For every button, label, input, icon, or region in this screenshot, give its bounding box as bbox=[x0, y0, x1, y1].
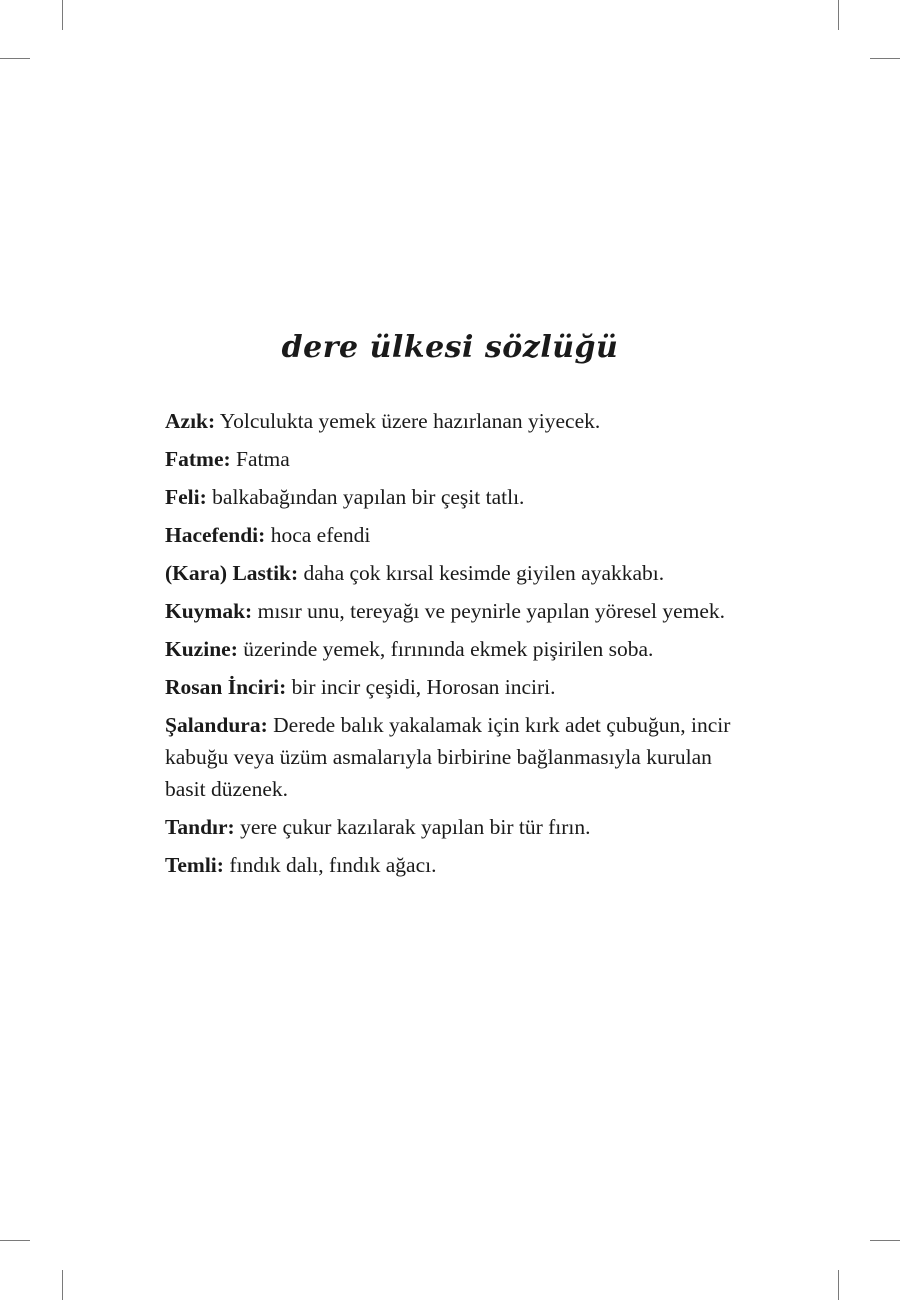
crop-mark-top-left-vertical bbox=[62, 0, 63, 30]
crop-mark-top-left-horizontal bbox=[0, 58, 30, 59]
glossary-definition: fındık dalı, fındık ağacı. bbox=[229, 853, 437, 877]
crop-mark-bottom-left-horizontal bbox=[0, 1240, 30, 1241]
glossary-definition: Yolculukta yemek üzere hazırlanan yiyecek. bbox=[219, 409, 601, 433]
glossary-definition: Derede balık yakalamak için kırk adet çubuğun, incir kabuğu veya üzüm asmalarıyla birbirine bağlanmasıyla kurulan basit düzenek. bbox=[165, 713, 731, 801]
glossary-entry bbox=[165, 595, 745, 627]
glossary-entry bbox=[165, 671, 745, 703]
glossary-definition: üzerinde yemek, fırınında ekmek pişirilen soba. bbox=[243, 637, 654, 661]
glossary-term: Feli: bbox=[165, 485, 207, 509]
crop-mark-top-right-vertical bbox=[838, 0, 839, 30]
glossary-entry bbox=[165, 849, 745, 881]
glossary-term: (Kara) Lastik: bbox=[165, 561, 299, 585]
glossary-entry bbox=[165, 481, 745, 513]
glossary-definition: Fatma bbox=[236, 447, 290, 471]
glossary-definition: daha çok kırsal kesimde giyilen ayakkabı. bbox=[303, 561, 665, 585]
glossary-entry bbox=[165, 557, 745, 589]
glossary-entry bbox=[165, 709, 745, 805]
glossary-term: Hacefendi: bbox=[165, 523, 266, 547]
glossary-entry bbox=[165, 633, 745, 665]
glossary-term: Kuymak: bbox=[165, 599, 253, 623]
glossary-definition: balkabağından yapılan bir çeşit tatlı. bbox=[212, 485, 525, 509]
glossary-entry bbox=[165, 443, 745, 475]
crop-mark-top-right-horizontal bbox=[870, 58, 900, 59]
glossary-entry bbox=[165, 811, 745, 843]
glossary-term: Fatme: bbox=[165, 447, 231, 471]
crop-mark-bottom-right-vertical bbox=[838, 1270, 839, 1300]
crop-mark-bottom-right-horizontal bbox=[870, 1240, 900, 1241]
glossary-definition: hoca efendi bbox=[270, 523, 371, 547]
glossary-list bbox=[165, 405, 745, 887]
page-title: dere ülkesi sözlüğü bbox=[281, 330, 619, 365]
glossary-term: Temli: bbox=[165, 853, 224, 877]
glossary-term: Tandır: bbox=[165, 815, 235, 839]
glossary-entry bbox=[165, 405, 745, 437]
glossary-definition: mısır unu, tereyağı ve peynirle yapılan yöresel yemek. bbox=[257, 599, 726, 623]
glossary-term: Şalandura: bbox=[165, 713, 268, 737]
glossary-entry bbox=[165, 519, 745, 551]
glossary-term: Kuzine: bbox=[165, 637, 238, 661]
glossary-definition: yere çukur kazılarak yapılan bir tür fırın. bbox=[240, 815, 591, 839]
glossary-definition: bir incir çeşidi, Horosan inciri. bbox=[291, 675, 556, 699]
crop-mark-bottom-left-vertical bbox=[62, 1270, 63, 1300]
glossary-term: Rosan İnciri: bbox=[165, 675, 287, 699]
glossary-term: Azık: bbox=[165, 409, 216, 433]
